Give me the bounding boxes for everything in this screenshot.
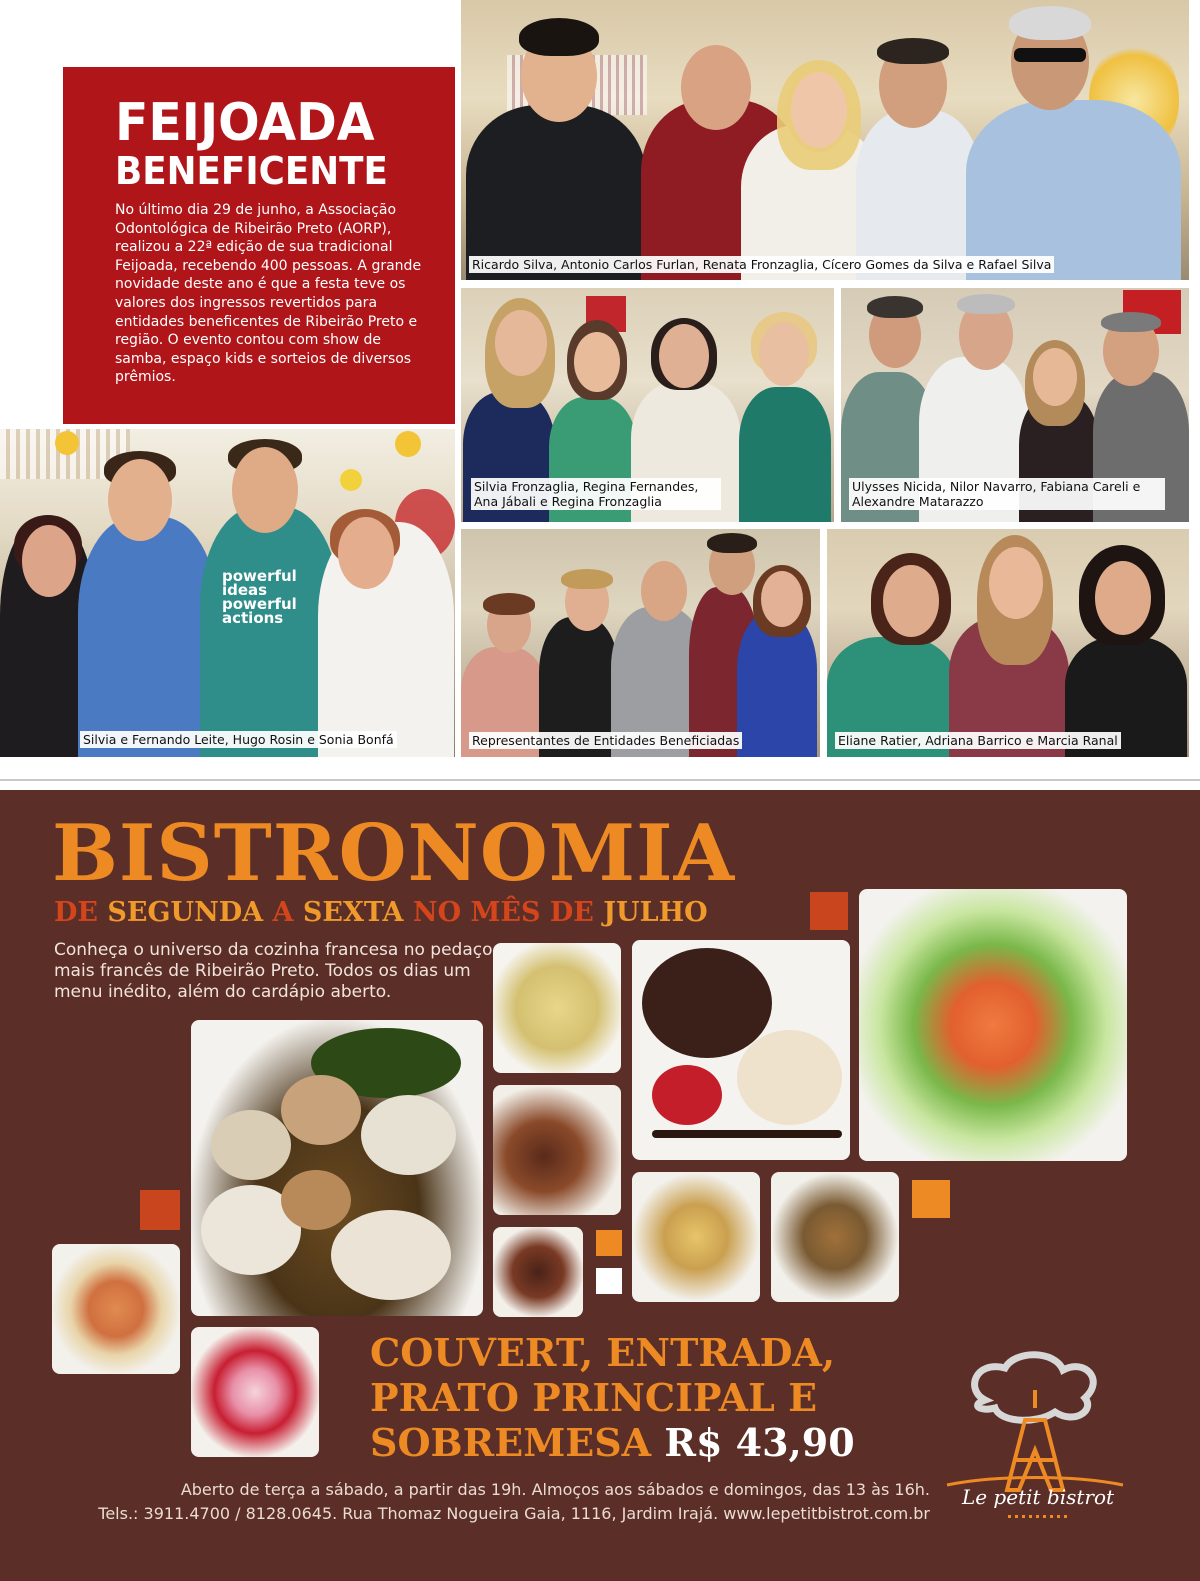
footer-hours: Aberto de terça a sábado, a partir das 19h. Almoços aos sábados e domingos, das 13 às 16h. (180, 1480, 930, 1499)
deco-square (810, 892, 848, 930)
photo-representantes (461, 529, 820, 757)
dish-photo-shrimp (52, 1244, 180, 1374)
offer-price: R$ 43,90 (664, 1420, 855, 1465)
subline-part: A (272, 897, 294, 928)
ad-intro: Conheça o universo da cozinha francesa no pedaço mais francês de Ribeirão Preto. Todos os dias um menu inédito, além do cardápio aberto. (54, 940, 493, 1002)
ad-offer (370, 1330, 855, 1465)
offer-line2: PRATO PRINCIPAL E (370, 1375, 818, 1420)
dish-photo-steak (493, 1227, 583, 1317)
shirt-text: powerful ideas powerful actions (222, 567, 297, 627)
dish-photo-salmon-salad (859, 889, 1127, 1161)
article-title-line1: FEIJOADA (115, 93, 375, 153)
section-divider (0, 779, 1200, 781)
caption-photo3: Ulysses Nicida, Nilor Navarro, Fabiana Careli e Alexandre Matarazzo (849, 478, 1165, 510)
caption-photo4: Silvia e Fernando Leite, Hugo Rosin e Sonia Bonfá (80, 731, 397, 748)
dish-photo-meat (493, 1085, 621, 1215)
subline-part: SEGUNDA (107, 897, 264, 928)
photo-aorp-group (841, 288, 1189, 522)
subline-part: NO MÊS DE (412, 897, 594, 928)
dish-photo-ravioli (493, 943, 621, 1073)
dish-photo-grilled-chicken (771, 1172, 899, 1302)
caption-photo2: Silvia Fronzaglia, Regina Fernandes, Ana Jábali e Regina Fronzaglia (471, 478, 721, 510)
offer-line3: SOBREMESA (370, 1420, 652, 1465)
deco-square (596, 1230, 622, 1256)
subline-part: SEXTA (302, 897, 404, 928)
deco-square (140, 1190, 180, 1230)
photo-four-women (461, 288, 834, 522)
logo-name: Le petit bistrot (961, 1485, 1115, 1509)
deco-square (596, 1268, 622, 1294)
footer-contact: Tels.: 3911.4700 / 8128.0645. Rua Thomaz Nogueira Gaia, 1116, Jardim Irajá. www.lepetitbistrot.com.br (98, 1504, 930, 1523)
caption-photo5: Representantes de Entidades Beneficiadas (469, 732, 742, 749)
photo-three-women (827, 529, 1189, 757)
photo-silvia-fernando (0, 429, 455, 757)
dish-photo-chocolate-dessert (632, 940, 850, 1160)
dish-photo-escargot (191, 1020, 483, 1316)
offer-line1: COUVERT, ENTRADA, (370, 1330, 836, 1375)
ad-footer (98, 1478, 930, 1526)
article-title-box (63, 67, 455, 424)
article-title-line2: BENEFICENTE (115, 149, 388, 193)
caption-photo6: Eliane Ratier, Adriana Barrico e Marcia Ranal (835, 732, 1121, 749)
article-section (0, 0, 1200, 790)
subline-part: JULHO (603, 897, 708, 928)
ad-subline (54, 897, 708, 929)
deco-square (912, 1180, 950, 1218)
caption-photo1: Ricardo Silva, Antonio Carlos Furlan, Renata Fronzaglia, Cícero Gomes da Silva e Rafael Silva (469, 256, 1054, 273)
logo-dots (1008, 1515, 1068, 1518)
dish-photo-millefeuille (632, 1172, 760, 1302)
ad-headline: BISTRONOMIA (52, 808, 736, 899)
bistronomia-ad (0, 790, 1200, 1581)
dish-photo-mousse (191, 1327, 319, 1457)
photo-group-five (461, 0, 1189, 280)
article-body: No último dia 29 de junho, a Associação Odontológica de Ribeirão Preto (AORP), realizou a 22ª edição de sua tradicional Feijoada, recebendo 400 pessoas. A grande novidade deste ano é que a festa teve os valores dos ingressos revertidos para entidades beneficentes de Ribeirão Preto e região. O evento contou com show de samba, espaço kids e sorteios de diversos prêmios. (115, 202, 422, 386)
subline-part: DE (54, 897, 98, 928)
